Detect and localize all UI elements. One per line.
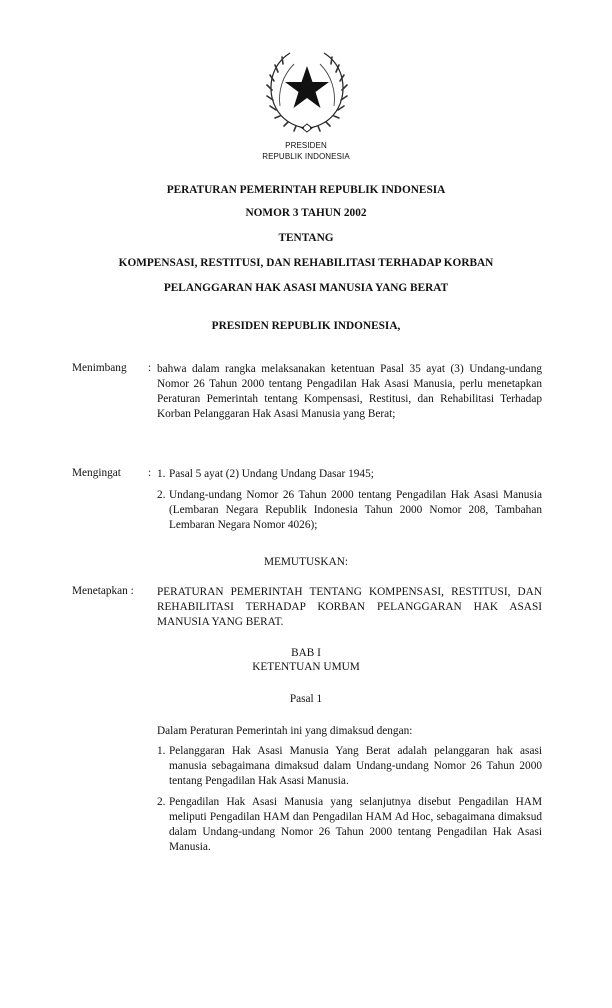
list-item [157, 795, 542, 855]
list-number: 1. [157, 745, 166, 757]
pasal-title: Pasal 1 [289, 693, 323, 705]
list-text: Pasal 5 ayat (2) Undang Undang Dasar 1945; [169, 468, 374, 480]
header-president: PRESIDEN [285, 141, 327, 150]
list-number: 2. [157, 796, 166, 808]
bab-number: BAB I [291, 647, 321, 659]
list-item [157, 467, 542, 482]
title-line-2: NOMOR 3 TAHUN 2002 [245, 207, 367, 219]
menetapkan-label: Menetapkan : [72, 585, 134, 597]
menimbang-label: Menimbang [72, 362, 127, 374]
pasal-body [157, 724, 542, 855]
title-line-5: PELANGGARAN HAK ASASI MANUSIA YANG BERAT [163, 282, 449, 294]
list-number: 1. [157, 468, 166, 480]
pasal-intro: Dalam Peraturan Pemerintah ini yang dimaksud dengan: [157, 725, 413, 737]
title-line-3: TENTANG [278, 232, 334, 244]
title-line-4: KOMPENSASI, RESTITUSI, DAN REHABILITASI TERHADAP KORBAN [118, 257, 494, 269]
list-text: Pengadilan Hak Asasi Manusia yang selanjutnya disebut Pengadilan HAM meliputi Pengadilan HAM dan Pengadilan HAM Ad Hoc, sebagaimana dimaksud dalam Undang-undang Nomor 26 Tahun 2000 tentang Pengadilan Hak Asasi Manusia. [169, 796, 542, 853]
menimbang-text: bahwa dalam rangka melaksanakan ketentuan Pasal 35 ayat (3) Undang-undang Nomor 26 Tahun 2000 tentang Pengadilan Hak Asasi Manusia, perlu menetapkan Peraturan Pemerintah tentang Kompensasi, Restitusi, dan Rehabilitasi Terhadap Korban Pelanggaran Hak Asasi Manusia yang Berat; [157, 363, 542, 420]
mengingat-list [157, 467, 542, 533]
issuer-heading: PRESIDEN REPUBLIK INDONESIA, [211, 320, 401, 332]
memutuskan-heading: MEMUTUSKAN: [263, 556, 349, 568]
list-number: 2. [157, 489, 166, 501]
header-republic: REPUBLIK INDONESIA [262, 152, 350, 161]
list-item [157, 488, 542, 533]
presidential-emblem-icon [266, 48, 348, 134]
menimbang-colon: : [148, 362, 152, 374]
bab-title: KETENTUAN UMUM [252, 661, 360, 673]
menetapkan-text: PERATURAN PEMERINTAH TENTANG KOMPENSASI, RESTITUSI, DAN REHABILITASI TERHADAP KORBAN PELANGGARAN HAK ASASI MANUSIA YANG BERAT. [157, 586, 542, 628]
list-item [157, 744, 542, 789]
title-line-1: PERATURAN PEMERINTAH REPUBLIK INDONESIA [166, 184, 446, 196]
list-text: Pelanggaran Hak Asasi Manusia Yang Berat adalah pelanggaran hak asasi manusia sebagaimana dimaksud dalam Undang-undang Nomor 26 Tahun 2000 tentang Pengadilan Hak Asasi Manusia. [169, 745, 542, 787]
mengingat-colon: : [148, 467, 152, 479]
list-text: Undang-undang Nomor 26 Tahun 2000 tentang Pengadilan Hak Asasi Manusia (Lembaran Negara Republik Indonesia Tahun 2000 Nomor 208, Tambahan Lembaran Negara Nomor 4026); [169, 489, 542, 531]
mengingat-label: Mengingat [72, 467, 121, 479]
